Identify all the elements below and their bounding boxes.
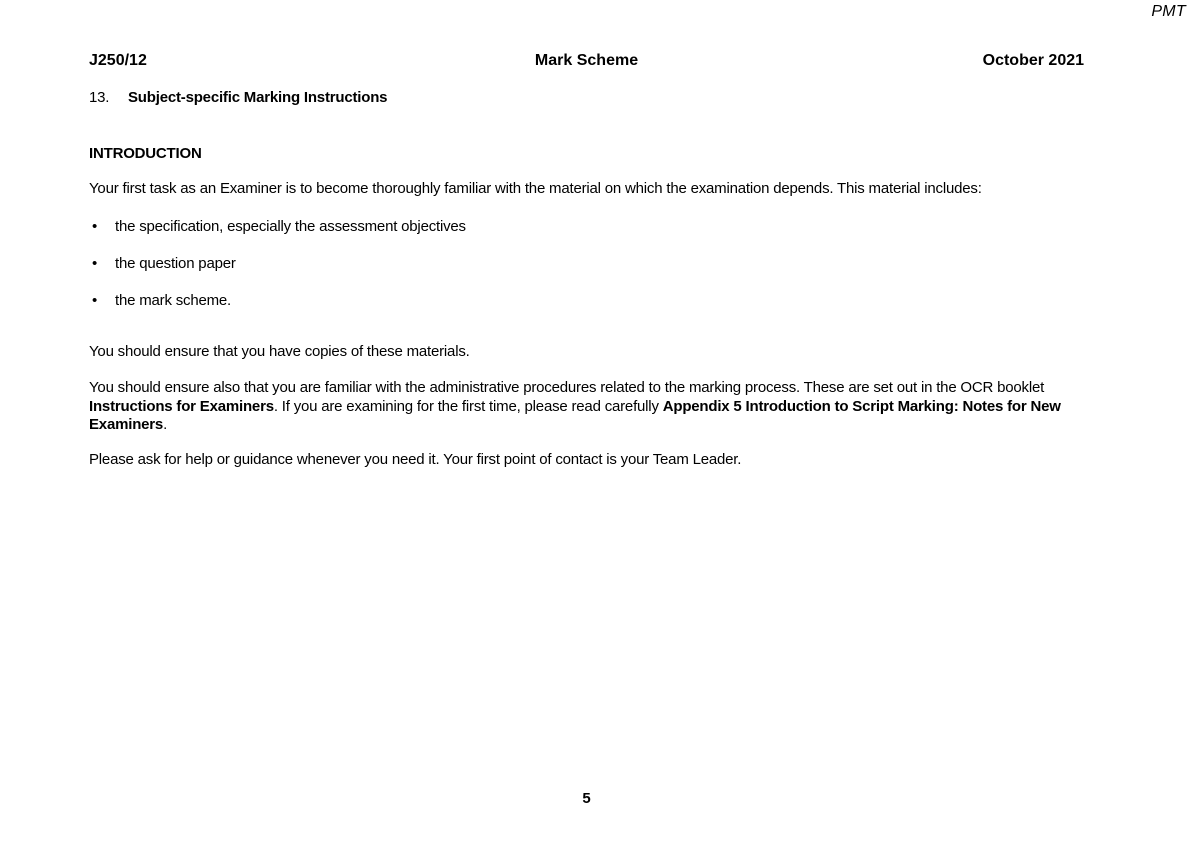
intro-paragraph: Your first task as an Examiner is to become thoroughly familiar with the material on which the examination depends. This material includes:	[89, 180, 982, 197]
list-item-text: the specification, especially the assessment objectives	[115, 218, 466, 235]
document-code: J250/12	[89, 52, 147, 69]
pmt-watermark: PMT	[1151, 3, 1186, 20]
section-heading	[89, 89, 387, 106]
page-number: 5	[582, 790, 591, 807]
list-item-text: the question paper	[115, 255, 236, 272]
instructions-for-examiners-bold: Instructions for Examiners	[89, 397, 274, 415]
admin-paragraph-text: . If you are examining for the first time, please read carefully	[273, 397, 663, 415]
document-date: October 2021	[982, 52, 1085, 69]
bullet-icon: •	[92, 292, 98, 309]
admin-paragraph	[89, 379, 1084, 435]
list-item	[89, 255, 1084, 274]
page-header	[89, 52, 1084, 70]
list-item	[89, 292, 1084, 311]
admin-paragraph-text: .	[163, 416, 168, 433]
bullet-icon: •	[92, 218, 98, 235]
help-paragraph: Please ask for help or guidance whenever you need it. Your first point of contact is your Team Leader.	[89, 451, 742, 468]
list-item	[89, 218, 1084, 237]
document-title: Mark Scheme	[534, 52, 639, 69]
list-item-text: the mark scheme.	[115, 292, 232, 309]
copies-paragraph: You should ensure that you have copies of these materials.	[89, 343, 470, 360]
admin-paragraph-text: You should ensure also that you are familiar with the administrative procedures related to the marking process. These are set out in the OCR booklet	[89, 379, 1045, 396]
materials-bullet-list	[89, 218, 1084, 329]
section-number: 13.	[89, 89, 110, 106]
introduction-heading: INTRODUCTION	[89, 145, 202, 162]
section-title: Subject-specific Marking Instructions	[128, 89, 388, 106]
bullet-icon: •	[92, 255, 98, 272]
appendix-5-bold: Appendix 5 Introduction to Script Marking: Notes for New Examiners	[89, 397, 1061, 433]
